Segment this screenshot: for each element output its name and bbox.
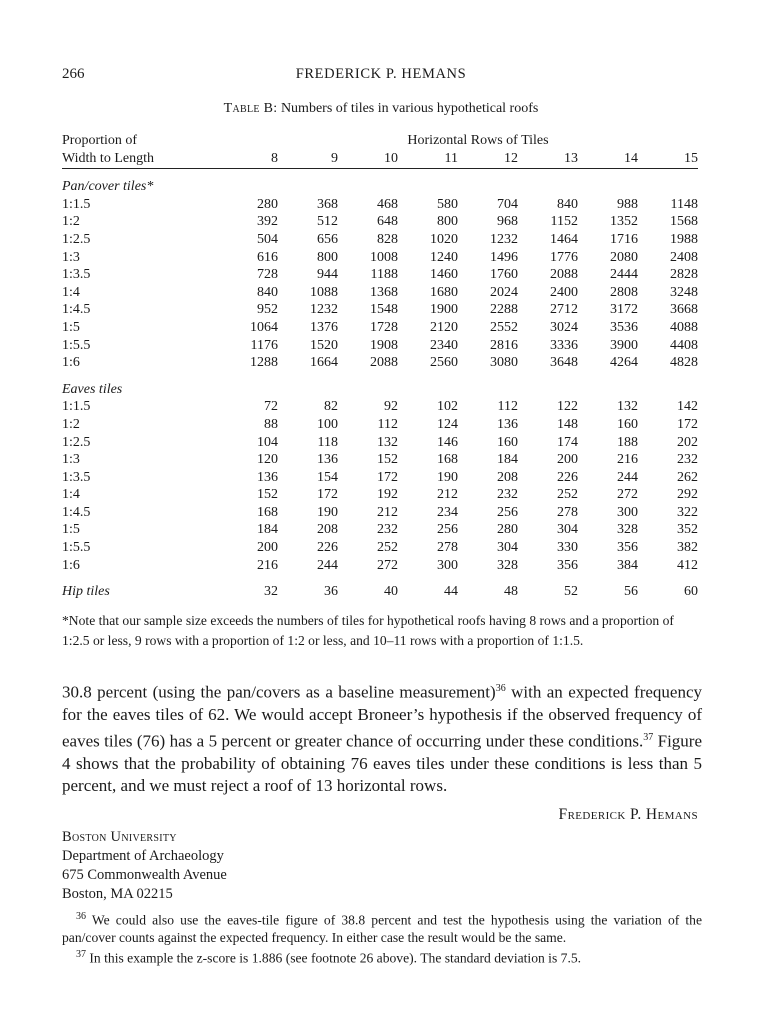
header-proportion-of: Proportion of bbox=[62, 133, 138, 148]
table-cell: 172 bbox=[317, 487, 338, 503]
table-cell: 728 bbox=[257, 267, 278, 283]
table-cell: 40 bbox=[384, 584, 398, 600]
table-cell: 136 bbox=[317, 452, 338, 468]
table-cell: 704 bbox=[497, 196, 518, 212]
table-cell: 184 bbox=[497, 452, 518, 468]
table-cell: 1496 bbox=[490, 249, 518, 265]
body-text-3: Figure 4 shows that the probability of obtaining 76 eaves tiles under these conditions is less than 5 percent, and we must reject a roof of 13 horizontal rows. bbox=[62, 731, 702, 796]
table-cell: 118 bbox=[317, 434, 338, 450]
table-row bbox=[62, 434, 698, 452]
table-cell: 952 bbox=[257, 302, 278, 318]
table-row bbox=[62, 416, 698, 434]
table-cell: 234 bbox=[437, 504, 458, 520]
footnote-36 bbox=[62, 908, 702, 946]
table-caption-text: Numbers of tiles in various hypothetical roofs bbox=[280, 101, 539, 116]
footnotes bbox=[62, 908, 702, 966]
table-cell: 82 bbox=[324, 399, 338, 415]
table-cell: 512 bbox=[317, 214, 338, 230]
table-cell: 136 bbox=[257, 469, 278, 485]
table-cell: 1716 bbox=[610, 231, 638, 247]
row-label: 1:1.5 bbox=[62, 196, 91, 212]
table-cell: 102 bbox=[437, 399, 458, 415]
column-header-9: 9 bbox=[278, 150, 338, 169]
table-cell: 656 bbox=[317, 231, 338, 247]
table-cell: 1232 bbox=[310, 302, 338, 318]
table-row bbox=[62, 354, 698, 372]
table-cell: 190 bbox=[317, 504, 338, 520]
table-cell: 1680 bbox=[430, 284, 458, 300]
body-text-1: 30.8 percent (using the pan/covers as a baseline measurement) bbox=[62, 682, 496, 702]
table-row bbox=[62, 557, 698, 575]
table-cell: 72 bbox=[264, 399, 278, 415]
body-text-2: with an expected frequency for the eaves tiles of 62. We would accept Broneer’s hypothesis if the observed frequency of eaves tiles (76) has a 5 percent or greater chance of occurring under these conditions. bbox=[62, 682, 702, 751]
table-cell: 2024 bbox=[490, 284, 518, 300]
table-cell: 112 bbox=[377, 416, 398, 432]
table-cell: 1020 bbox=[430, 231, 458, 247]
table-row bbox=[62, 284, 698, 302]
table-note: *Note that our sample size exceeds the numbers of tiles for hypothetical roofs having 8 rows and a proportion of 1:2.5 or less, 9 rows with a proportion of 1:2 or less, and 10–11 rows with a proportion of 1:1.5. bbox=[62, 613, 674, 648]
table-cell: 1368 bbox=[370, 284, 398, 300]
table-cell: 212 bbox=[377, 504, 398, 520]
table-cell: 356 bbox=[617, 540, 638, 556]
table-cell: 168 bbox=[257, 504, 278, 520]
table-cell: 3024 bbox=[550, 319, 578, 335]
row-label: 1:3 bbox=[62, 452, 80, 468]
table-row bbox=[62, 469, 698, 487]
table-row bbox=[62, 196, 698, 214]
table-cell: 48 bbox=[504, 584, 518, 600]
table-cell: 216 bbox=[617, 452, 638, 468]
table-cell: 648 bbox=[377, 214, 398, 230]
table-cell: 52 bbox=[564, 584, 578, 600]
table-cell: 112 bbox=[497, 399, 518, 415]
table-cell: 800 bbox=[317, 249, 338, 265]
table-cell: 384 bbox=[617, 557, 638, 573]
table-cell: 136 bbox=[497, 416, 518, 432]
table-cell: 160 bbox=[497, 434, 518, 450]
table-cell: 468 bbox=[377, 196, 398, 212]
row-label: 1:6 bbox=[62, 557, 80, 573]
table-cell: 3172 bbox=[610, 302, 638, 318]
table-cell: 1760 bbox=[490, 267, 518, 283]
row-label: 1:5 bbox=[62, 319, 80, 335]
row-label: 1:4 bbox=[62, 284, 80, 300]
table-cell: 88 bbox=[264, 416, 278, 432]
table-cell: 278 bbox=[557, 504, 578, 520]
address-city: Boston, MA 02215 bbox=[62, 886, 173, 902]
column-header-13: 13 bbox=[518, 150, 578, 169]
table-cell: 232 bbox=[377, 522, 398, 538]
table-cell: 132 bbox=[617, 399, 638, 415]
table-cell: 4408 bbox=[670, 337, 698, 353]
row-label: 1:4 bbox=[62, 487, 80, 503]
table-cell: 168 bbox=[437, 452, 458, 468]
table-cell: 252 bbox=[377, 540, 398, 556]
table-cell: 3080 bbox=[490, 355, 518, 371]
tiles-table bbox=[62, 132, 698, 601]
table-cell: 1088 bbox=[310, 284, 338, 300]
table-cell: 356 bbox=[557, 557, 578, 573]
table-cell: 1464 bbox=[550, 231, 578, 247]
table-cell: 1008 bbox=[370, 249, 398, 265]
table-cell: 100 bbox=[317, 416, 338, 432]
table-cell: 252 bbox=[557, 487, 578, 503]
row-label: 1:5 bbox=[62, 522, 80, 538]
table-cell: 44 bbox=[444, 584, 458, 600]
row-label: 1:5.5 bbox=[62, 540, 91, 556]
table-cell: 3900 bbox=[610, 337, 638, 353]
table-cell: 304 bbox=[557, 522, 578, 538]
table-cell: 392 bbox=[257, 214, 278, 230]
address-department: Department of Archaeology bbox=[62, 848, 224, 864]
table-cell: 2808 bbox=[610, 284, 638, 300]
table-cell: 124 bbox=[437, 416, 458, 432]
header-horizontal-rows: Horizontal Rows of Tiles bbox=[407, 133, 549, 148]
table-cell: 1352 bbox=[610, 214, 638, 230]
table-cell: 174 bbox=[557, 434, 578, 450]
table-cell: 1568 bbox=[670, 214, 698, 230]
table-cell: 2288 bbox=[490, 302, 518, 318]
table-cell: 200 bbox=[257, 540, 278, 556]
table-cell: 1460 bbox=[430, 267, 458, 283]
table-cell: 216 bbox=[257, 557, 278, 573]
table-cell: 352 bbox=[677, 522, 698, 538]
table-cell: 412 bbox=[677, 557, 698, 573]
row-label: 1:4.5 bbox=[62, 504, 91, 520]
table-cell: 3668 bbox=[670, 302, 698, 318]
table-cell: 232 bbox=[497, 487, 518, 503]
table-cell: 148 bbox=[557, 416, 578, 432]
table-cell: 328 bbox=[617, 522, 638, 538]
table-row bbox=[62, 521, 698, 539]
table-row bbox=[62, 504, 698, 522]
table-cell: 2552 bbox=[490, 319, 518, 335]
table-cell: 322 bbox=[677, 504, 698, 520]
row-label: 1:4.5 bbox=[62, 302, 91, 318]
table-cell: 580 bbox=[437, 196, 458, 212]
table-cell: 368 bbox=[317, 196, 338, 212]
table-row bbox=[62, 231, 698, 249]
address-street: 675 Commonwealth Avenue bbox=[62, 867, 227, 883]
table-cell: 1664 bbox=[310, 355, 338, 371]
table-cell: 1900 bbox=[430, 302, 458, 318]
table-cell: 256 bbox=[437, 522, 458, 538]
table-cell: 382 bbox=[677, 540, 698, 556]
table-cell: 840 bbox=[257, 284, 278, 300]
table-cell: 232 bbox=[677, 452, 698, 468]
table-row bbox=[62, 398, 698, 416]
row-label: 1:5.5 bbox=[62, 337, 91, 353]
table-cell: 2088 bbox=[550, 267, 578, 283]
table-cell: 226 bbox=[557, 469, 578, 485]
table-cell: 3336 bbox=[550, 337, 578, 353]
author-address bbox=[62, 828, 227, 904]
row-label: Hip tiles bbox=[62, 584, 110, 600]
table-cell: 944 bbox=[317, 267, 338, 283]
table-cell: 272 bbox=[377, 557, 398, 573]
table-cell: 36 bbox=[324, 584, 338, 600]
table-cell: 280 bbox=[497, 522, 518, 538]
column-header-10: 10 bbox=[338, 150, 398, 169]
table-cell: 172 bbox=[377, 469, 398, 485]
table-cell: 4264 bbox=[610, 355, 638, 371]
table-row bbox=[62, 486, 698, 504]
table-cell: 2444 bbox=[610, 267, 638, 283]
table-cell: 244 bbox=[617, 469, 638, 485]
table-row bbox=[62, 301, 698, 319]
table-cell: 152 bbox=[257, 487, 278, 503]
table-cell: 278 bbox=[437, 540, 458, 556]
table-cell: 160 bbox=[617, 416, 638, 432]
footnote-37 bbox=[62, 946, 702, 967]
row-label: 1:3 bbox=[62, 249, 80, 265]
table-cell: 328 bbox=[497, 557, 518, 573]
row-label: 1:2.5 bbox=[62, 231, 91, 247]
table-cell: 304 bbox=[497, 540, 518, 556]
table-cell: 188 bbox=[617, 434, 638, 450]
table-row bbox=[62, 337, 698, 355]
table-cell: 1776 bbox=[550, 249, 578, 265]
table-cell: 154 bbox=[317, 469, 338, 485]
table-cell: 2340 bbox=[430, 337, 458, 353]
table-cell: 800 bbox=[437, 214, 458, 230]
table-cell: 142 bbox=[677, 399, 698, 415]
section-heading: Eaves tiles bbox=[62, 381, 123, 397]
table-cell: 3648 bbox=[550, 355, 578, 371]
table-cell: 146 bbox=[437, 434, 458, 450]
table-cell: 300 bbox=[617, 504, 638, 520]
column-header-14: 14 bbox=[578, 150, 638, 169]
running-header-author: FREDERICK P. HEMANS bbox=[295, 66, 467, 82]
author-signature: Frederick P. Hemans bbox=[558, 806, 698, 823]
table-cell: 988 bbox=[617, 196, 638, 212]
table-cell: 1152 bbox=[550, 214, 578, 230]
column-header-11: 11 bbox=[398, 150, 458, 169]
row-label: 1:3.5 bbox=[62, 267, 91, 283]
table-cell: 92 bbox=[384, 399, 398, 415]
footnote-37-number: 37 bbox=[76, 948, 86, 960]
table-cell: 262 bbox=[677, 469, 698, 485]
table-cell: 1520 bbox=[310, 337, 338, 353]
table-cell: 330 bbox=[557, 540, 578, 556]
hip-tiles-row bbox=[62, 583, 698, 601]
row-label: 1:2 bbox=[62, 214, 80, 230]
table-cell: 132 bbox=[377, 434, 398, 450]
row-label: 1:3.5 bbox=[62, 469, 91, 485]
table-cell: 616 bbox=[257, 249, 278, 265]
table-cell: 300 bbox=[437, 557, 458, 573]
table-cell: 212 bbox=[437, 487, 458, 503]
row-label: 1:2.5 bbox=[62, 434, 91, 450]
table-cell: 828 bbox=[377, 231, 398, 247]
table-cell: 280 bbox=[257, 196, 278, 212]
table-cell: 2120 bbox=[430, 319, 458, 335]
footnote-37-text: In this example the z-score is 1.886 (see footnote 26 above). The standard deviation is 7.5. bbox=[89, 950, 582, 966]
table-cell: 122 bbox=[557, 399, 578, 415]
table-cell: 3248 bbox=[670, 284, 698, 300]
table-cell: 4088 bbox=[670, 319, 698, 335]
table-cell: 2560 bbox=[430, 355, 458, 371]
table-cell: 1232 bbox=[490, 231, 518, 247]
table-caption-label: Table B: bbox=[223, 101, 278, 116]
table-cell: 1728 bbox=[370, 319, 398, 335]
table-header-row-1 bbox=[62, 132, 698, 150]
table-row bbox=[62, 249, 698, 267]
table-cell: 2088 bbox=[370, 355, 398, 371]
table-cell: 292 bbox=[677, 487, 698, 503]
table-cell: 60 bbox=[684, 584, 698, 600]
table-cell: 504 bbox=[257, 231, 278, 247]
row-label: 1:6 bbox=[62, 355, 80, 371]
address-institution: Boston University bbox=[62, 829, 177, 845]
table-cell: 2400 bbox=[550, 284, 578, 300]
table-cell: 1176 bbox=[250, 337, 278, 353]
table-cell: 172 bbox=[677, 416, 698, 432]
table-row bbox=[62, 451, 698, 469]
table-cell: 256 bbox=[497, 504, 518, 520]
table-cell: 2828 bbox=[670, 267, 698, 283]
section-heading: Pan/cover tiles* bbox=[62, 179, 154, 195]
table-cell: 226 bbox=[317, 540, 338, 556]
table-cell: 104 bbox=[257, 434, 278, 450]
table-cell: 1240 bbox=[430, 249, 458, 265]
table-cell: 1988 bbox=[670, 231, 698, 247]
table-cell: 4828 bbox=[670, 355, 698, 371]
table-cell: 1148 bbox=[670, 196, 698, 212]
column-header-8: 8 bbox=[218, 150, 278, 169]
section-heading-row bbox=[62, 381, 698, 399]
table-row bbox=[62, 213, 698, 231]
table-cell: 32 bbox=[264, 584, 278, 600]
section-heading-row bbox=[62, 178, 698, 196]
table-cell: 1288 bbox=[250, 355, 278, 371]
page-number: 266 bbox=[62, 66, 85, 82]
footnote-36-text: We could also use the eaves-tile figure of 38.8 percent and test the hypothesis using the variation of the pan/cover counts against the expected frequency. In either case the result would be the same. bbox=[62, 912, 702, 945]
column-header-15: 15 bbox=[638, 150, 698, 169]
table-row bbox=[62, 539, 698, 557]
row-label: 1:2 bbox=[62, 416, 80, 432]
table-cell: 152 bbox=[377, 452, 398, 468]
table-cell: 840 bbox=[557, 196, 578, 212]
body-paragraph bbox=[62, 678, 702, 798]
table-cell: 1548 bbox=[370, 302, 398, 318]
table-cell: 2408 bbox=[670, 249, 698, 265]
table-cell: 208 bbox=[317, 522, 338, 538]
table-cell: 2712 bbox=[550, 302, 578, 318]
table-cell: 192 bbox=[377, 487, 398, 503]
table-cell: 3536 bbox=[610, 319, 638, 335]
row-label: 1:1.5 bbox=[62, 399, 91, 415]
table-header-row-2 bbox=[62, 150, 698, 169]
table-row bbox=[62, 319, 698, 337]
table-cell: 2080 bbox=[610, 249, 638, 265]
table-cell: 56 bbox=[624, 584, 638, 600]
table-cell: 1908 bbox=[370, 337, 398, 353]
table-cell: 190 bbox=[437, 469, 458, 485]
table-cell: 1188 bbox=[370, 267, 398, 283]
footnote-ref-36: 36 bbox=[495, 683, 506, 694]
table-cell: 272 bbox=[617, 487, 638, 503]
table-cell: 202 bbox=[677, 434, 698, 450]
table-cell: 968 bbox=[497, 214, 518, 230]
table-caption bbox=[0, 101, 762, 117]
footnote-ref-37: 37 bbox=[643, 731, 654, 743]
table-cell: 2816 bbox=[490, 337, 518, 353]
table-cell: 1064 bbox=[250, 319, 278, 335]
table-cell: 1376 bbox=[310, 319, 338, 335]
footnote-36-number: 36 bbox=[76, 911, 86, 922]
table-cell: 208 bbox=[497, 469, 518, 485]
header-width-to-length: Width to Length bbox=[62, 150, 218, 169]
table-cell: 200 bbox=[557, 452, 578, 468]
table-cell: 184 bbox=[257, 522, 278, 538]
table-row bbox=[62, 266, 698, 284]
table-cell: 120 bbox=[257, 452, 278, 468]
column-header-12: 12 bbox=[458, 150, 518, 169]
table-cell: 244 bbox=[317, 557, 338, 573]
